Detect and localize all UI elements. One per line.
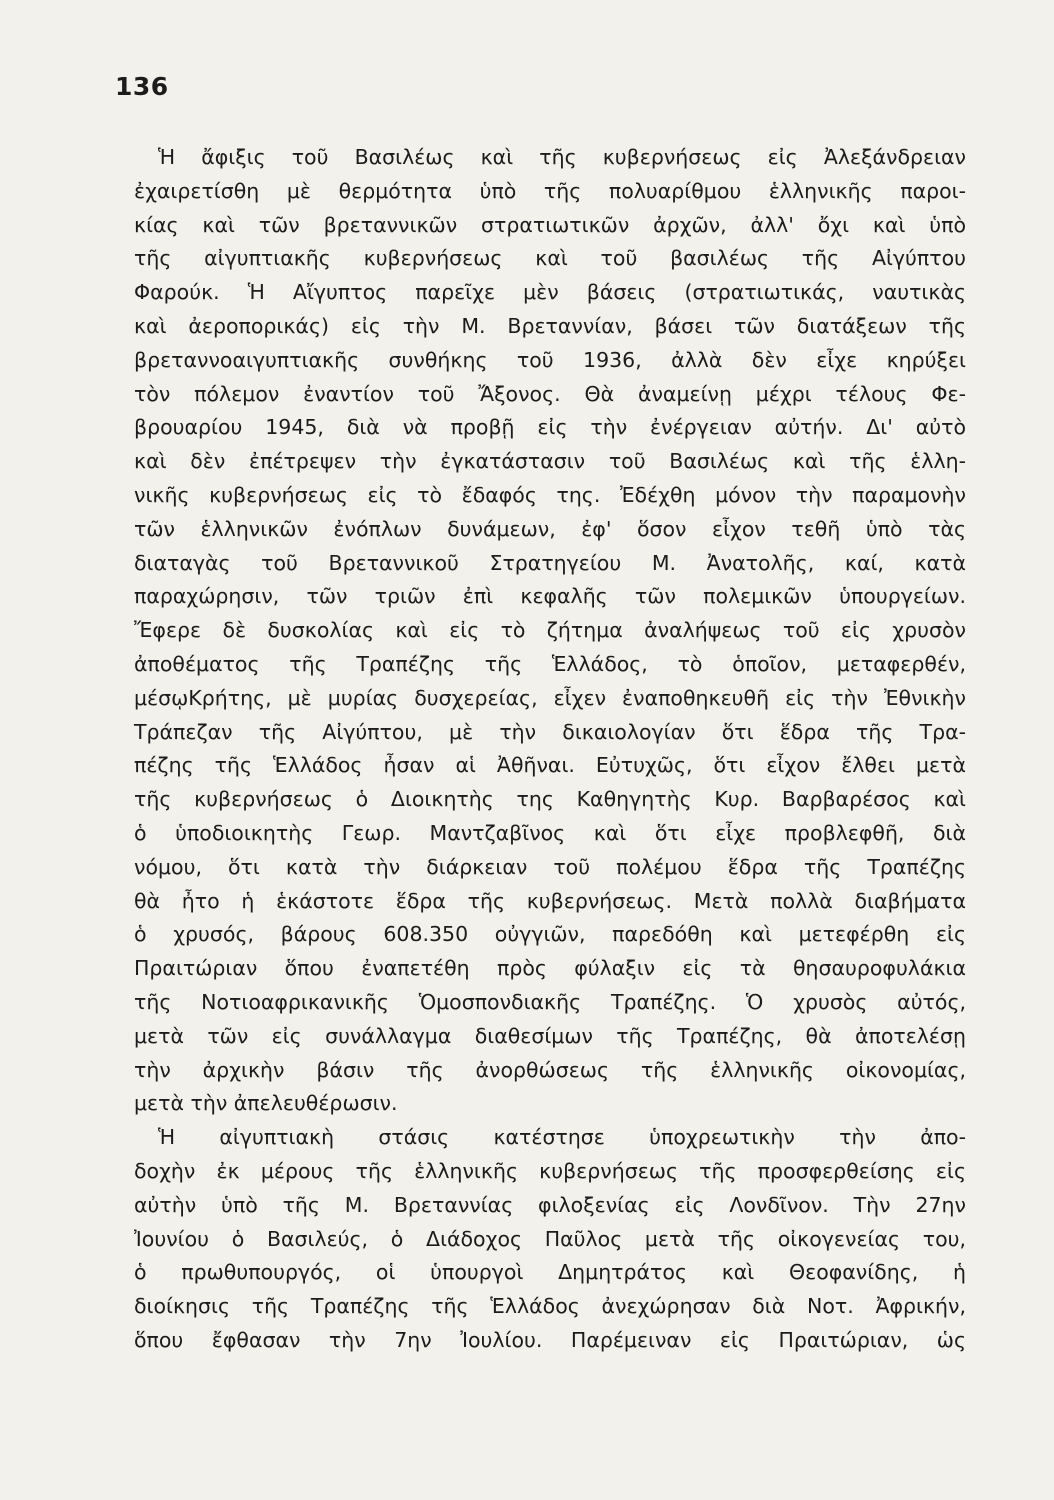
text-line: θὰ ἦτο ἡ ἑκάστοτε ἕδρα τῆς κυβερνήσεως. Μετὰ πολλὰ διαβήματα	[134, 888, 966, 913]
text-line: Ἔφερε δὲ δυσκολίας καὶ εἰς τὸ ζήτημα ἀναλήψεως τοῦ εἰς χρυσὸν	[134, 618, 966, 643]
text-line: ὁ πρωθυπουργός, οἱ ὑπουργοὶ Δημητράτος καὶ Θεοφανίδης, ἡ	[134, 1260, 966, 1285]
text-line: πέζης τῆς Ἑλλάδος ἦσαν αἱ Ἀθῆναι. Εὐτυχῶς, ὅτι εἶχον ἔλθει μετὰ	[134, 753, 966, 778]
text-line: βρεταννοαιγυπτιακῆς συνθήκης τοῦ 1936, ἀλλὰ δὲν εἶχε κηρύξει	[134, 347, 966, 372]
text-line: διοίκησις τῆς Τραπέζης τῆς Ἑλλάδος ἀνεχώρησαν διὰ Νοτ. Ἀφρικήν,	[134, 1294, 966, 1319]
text-line: μέσῳΚρήτης, μὲ μυρίας δυσχερείας, εἶχεν ἐναποθηκευθῆ εἰς τὴν Ἐθνικὴν	[134, 685, 966, 710]
body-text	[134, 141, 966, 1358]
text-line: ἀποθέματος τῆς Τραπέζης τῆς Ἑλλάδος, τὸ ὁποῖον, μεταφερθέν,	[134, 651, 966, 676]
text-line: Τράπεζαν τῆς Αἰγύπτου, μὲ τὴν δικαιολογίαν ὅτι ἕδρα τῆς Τρα-	[134, 719, 966, 744]
text-line: νικῆς κυβερνήσεως εἰς τὸ ἔδαφός της. Ἐδέχθη μόνον τὴν παραμονὴν	[134, 482, 966, 507]
text-line: καὶ ἀεροπορικάς) εἰς τὴν Μ. Βρεταννίαν, βάσει τῶν διατάξεων τῆς	[134, 313, 966, 338]
text-line: Ἡ αἰγυπτιακὴ στάσις κατέστησε ὑποχρεωτικὴν τὴν ἀπο-	[158, 1125, 966, 1150]
text-line: Φαρούκ. Ἡ Αἴγυπτος παρεῖχε μὲν βάσεις (στρατιωτικάς, ναυτικὰς	[134, 280, 966, 305]
text-line: κίας καὶ τῶν βρεταννικῶν στρατιωτικῶν ἀρχῶν, ἀλλ' ὄχι καὶ ὑπὸ	[134, 212, 966, 237]
text-line: ὁ ὑποδιοικητὴς Γεωρ. Μαντζαβῖνος καὶ ὅτι εἶχε προβλεφθῆ, διὰ	[134, 820, 966, 845]
text-line: παραχώρησιν, τῶν τριῶν ἐπὶ κεφαλῆς τῶν πολεμικῶν ὑπουργείων.	[134, 584, 966, 609]
text-line: τὴν ἀρχικὴν βάσιν τῆς ἀνορθώσεως τῆς ἑλληνικῆς οἰκονομίας,	[134, 1057, 966, 1082]
text-line: τῆς αἰγυπτιακῆς κυβερνήσεως καὶ τοῦ βασιλέως τῆς Αἰγύπτου	[134, 246, 966, 271]
text-line: τῆς Νοτιοαφρικανικῆς Ὁμοσπονδιακῆς Τραπέζης. Ὁ χρυσὸς αὐτός,	[134, 989, 966, 1014]
text-line: Ἡ ἄφιξις τοῦ Βασιλέως καὶ τῆς κυβερνήσεως εἰς Ἀλεξάνδρειαν	[158, 145, 966, 169]
text-line: τὸν πόλεμον ἐναντίον τοῦ Ἄξονος. Θὰ ἀναμείνῃ μέχρι τέλους Φε-	[134, 381, 966, 406]
text-line: ὁ χρυσός, βάρους 608.350 οὐγγιῶν, παρεδόθη καὶ μετεφέρθη εἰς	[134, 922, 966, 947]
text-line: δοχὴν ἐκ μέρους τῆς ἑλληνικῆς κυβερνήσεως τῆς προσφερθείσης εἰς	[134, 1158, 966, 1183]
text-line: Πραιτώριαν ὅπου ἐναπετέθη πρὸς φύλαξιν εἰς τὰ θησαυροφυλάκια	[134, 956, 966, 981]
text-line: ἐχαιρετίσθη μὲ θερμότητα ὑπὸ τῆς πολυαρίθμου ἑλληνικῆς παροι-	[134, 178, 966, 203]
text-line: μετὰ τὴν ἀπελευθέρωσιν.	[134, 1091, 398, 1116]
text-line: τῶν ἑλληνικῶν ἐνόπλων δυνάμεων, ἐφ' ὅσον εἶχον τεθῆ ὑπὸ τὰς	[134, 516, 966, 541]
text-line: νόμου, ὅτι κατὰ τὴν διάρκειαν τοῦ πολέμου ἕδρα τῆς Τραπέζης	[134, 854, 966, 879]
text-line: μετὰ τῶν εἰς συνάλλαγμα διαθεσίμων τῆς Τραπέζης, θὰ ἀποτελέσῃ	[134, 1023, 966, 1048]
text-line: καὶ δὲν ἐπέτρεψεν τὴν ἐγκατάστασιν τοῦ Βασιλέως καὶ τῆς ἑλλη-	[134, 449, 966, 474]
text-line: ὅπου ἔφθασαν τὴν 7ην Ἰουλίου. Παρέμειναν εἰς Πραιτώριαν, ὡς	[134, 1327, 966, 1352]
text-line: τῆς κυβερνήσεως ὁ Διοικητὴς της Καθηγητὴς Κυρ. Βαρβαρέσος καὶ	[134, 787, 966, 812]
page-number: 136	[115, 72, 169, 101]
text-line: διαταγὰς τοῦ Βρεταννικοῦ Στρατηγείου Μ. Ἀνατολῆς, καί, κατὰ	[134, 550, 966, 575]
text-line: Ἰουνίου ὁ Βασιλεύς, ὁ Διάδοχος Παῦλος μετὰ τῆς οἰκογενείας του,	[134, 1226, 966, 1251]
text-line: βρουαρίου 1945, διὰ νὰ προβῇ εἰς τὴν ἐνέργειαν αὐτήν. Δι' αὐτὸ	[134, 415, 966, 440]
text-line: αὐτὴν ὑπὸ τῆς Μ. Βρεταννίας φιλοξενίας εἰς Λονδῖνον. Τὴν 27ην	[134, 1192, 966, 1217]
